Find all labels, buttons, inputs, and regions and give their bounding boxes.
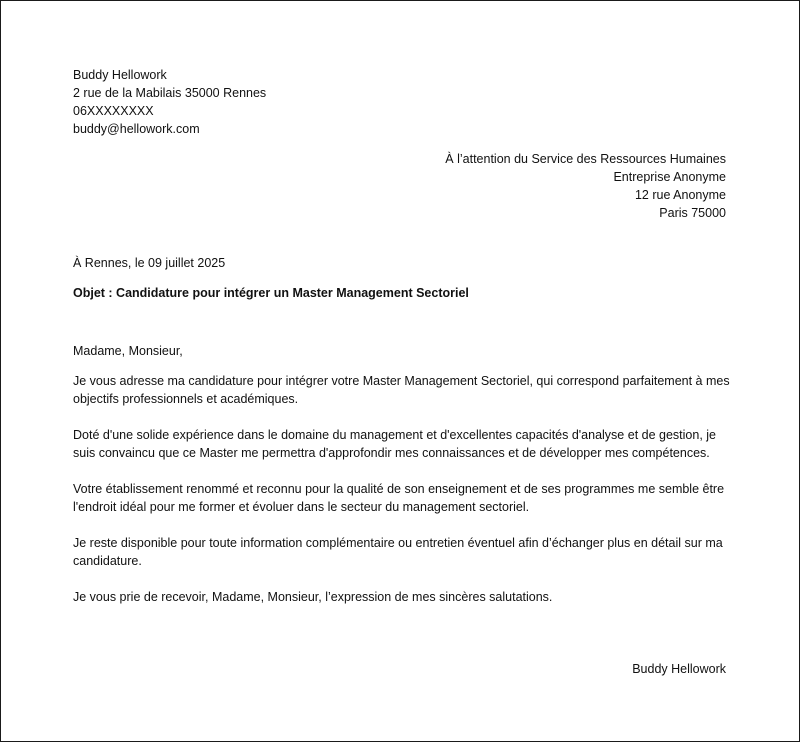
recipient-street: 12 rue Anonyme (634, 188, 726, 202)
signature: Buddy Hellowork (632, 662, 726, 676)
sender-phone: 06XXXXXXXX (73, 104, 154, 118)
closing-paragraph: Je vous prie de recevoir, Madame, Monsieur, l’expression de mes sincères salutations. (73, 590, 553, 604)
subject-line: Objet : Candidature pour intégrer un Master Management Sectoriel (73, 286, 469, 300)
body-paragraph: Doté d'une solide expérience dans le domaine du management et d'excellentes capacités d'analyse et de gestion, je suis convaincu que ce Master me permettra d'approfondir mes connaissances et de développer mes compétences. (73, 428, 716, 460)
recipient-attention: À l’attention du Service des Ressources Humaines (445, 152, 726, 166)
date-line: À Rennes, le 09 juillet 2025 (73, 256, 226, 270)
sender-email: buddy@hellowork.com (73, 122, 200, 136)
recipient-company: Entreprise Anonyme (613, 170, 726, 184)
body-paragraph: Je reste disponible pour toute information complémentaire ou entretien éventuel afin d’échanger plus en détail sur ma candidature. (73, 536, 723, 568)
letter-body (73, 372, 733, 624)
sender-address: 2 rue de la Mabilais 35000 Rennes (73, 86, 267, 100)
recipient-block (445, 150, 726, 222)
recipient-city: Paris 75000 (659, 206, 726, 220)
body-paragraph: Je vous adresse ma candidature pour intégrer votre Master Management Sectoriel, qui correspond parfaitement à mes objectifs professionnels et académiques. (73, 374, 730, 406)
sender-block (73, 66, 266, 138)
salutation: Madame, Monsieur, (73, 344, 183, 358)
body-paragraph: Votre établissement renommé et reconnu pour la qualité de son enseignement et de ses programmes me semble être l'endroit idéal pour me former et évoluer dans le secteur du management sectoriel. (73, 482, 725, 514)
sender-name: Buddy Hellowork (73, 68, 167, 82)
